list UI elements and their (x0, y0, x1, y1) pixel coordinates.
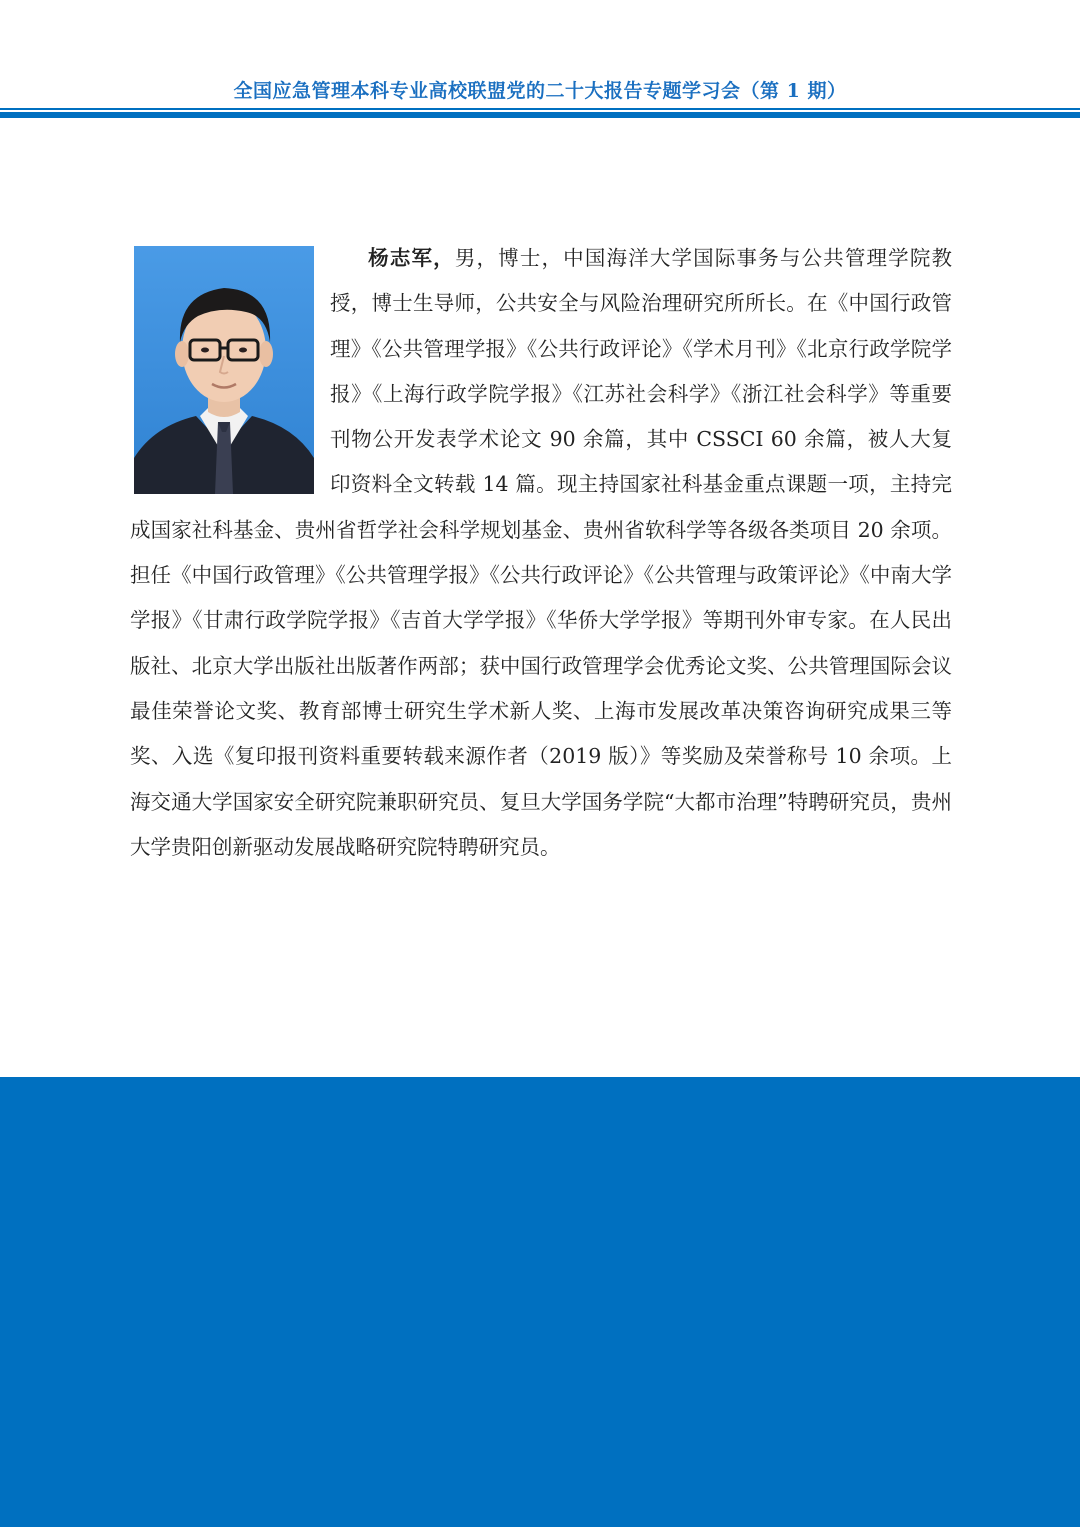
footer-band (0, 1077, 1080, 1527)
header-title: 全国应急管理本科专业高校联盟党的二十大报告专题学习会（第 1 期） (233, 80, 847, 102)
photo-float-spacer (130, 236, 330, 506)
profile-bio-text: 男，博士，中国海洋大学国际事务与公共管理学院教授，博士生导师，公共安全与风险治理研究所所长。在《中国行政管理》《公共管理学报》《公共行政评论》《学术月刊》《北京行政学院学报》《上海行政学院学报》《江苏社会科学》《浙江社会科学》等重要刊物公开发表学术论文 90 余篇，其中 CSSCI 60 余篇，被人大复印资料全文转载 14 篇。现主持国家社科基金重点课题一项，主持完成国家社科基金、贵州省哲学社会科学规划基金、贵州省软科学等各级各类项目 20 余项。担任《中国行政管理》《公共管理学报》《公共行政评论》《公共管理与政策评论》《中南大学学报》《甘肃行政学院学报》《吉首大学学报》《华侨大学学报》等期刊外审专家。在人民出版社、北京大学出版社出版著作两部；获中国行政管理学会优秀论文奖、公共管理国际会议最佳荣誉论文奖、教育部博士研究生学术新人奖、上海市发展改革决策咨询研究成果三等奖、入选《复印报刊资料重要转载来源作者（2019 版）》等奖励及荣誉称号 10 余项。上海交通大学国家安全研究院兼职研究员、复旦大学国务学院“大都市治理”特聘研究员，贵州大学贵阳创新驱动发展战略研究院特聘研究员。 (130, 246, 953, 859)
header-rule-thin (0, 108, 1080, 110)
page-header (0, 0, 1080, 120)
profile-name: 杨志军， (367, 246, 455, 270)
profile-bio (130, 236, 952, 870)
header-rule-thick (0, 112, 1080, 118)
